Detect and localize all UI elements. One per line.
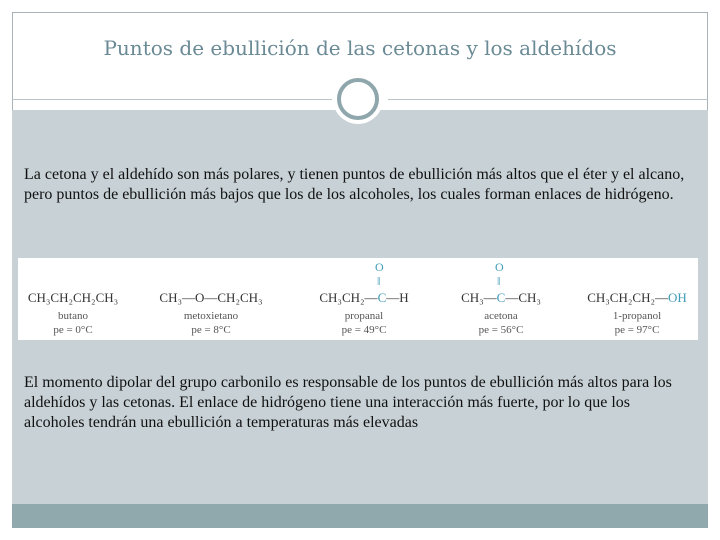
footer-bar (12, 504, 708, 528)
molecule-formula: CH₃—C—CH₃ (461, 290, 541, 305)
molecule-metoxietano (146, 258, 276, 340)
molecule-boiling-point: pe = 56°C (478, 324, 524, 336)
molecule-name: propanal (344, 310, 384, 322)
carbonyl-oxygen: O (375, 260, 384, 274)
divider-right (388, 99, 708, 100)
carbonyl-oxygen: O (495, 260, 504, 274)
molecule-formula: CH₃CH₂—C—H (319, 290, 409, 305)
molecule-boiling-point: pe = 97°C (614, 324, 660, 336)
molecule-comparison-strip (18, 258, 698, 340)
double-bond: ‖ (497, 274, 501, 288)
molecule-propanal (304, 258, 424, 340)
molecule-boiling-point: pe = 49°C (341, 324, 387, 336)
molecule-name: metoxietano (183, 310, 239, 322)
molecule-formula: CH₃—O—CH₂CH₃ (159, 290, 263, 305)
molecule-name: 1-propanol (612, 310, 662, 322)
molecule-boiling-point: pe = 8°C (191, 324, 231, 336)
molecule-butano (18, 258, 128, 340)
molecule-formula: CH₃CH₂CH₂—OH (587, 290, 687, 305)
divider-left (12, 99, 332, 100)
molecule-acetona (446, 258, 556, 340)
molecule-name: butano (58, 310, 88, 322)
molecule-name: acetona (484, 310, 518, 322)
molecule-boiling-point: pe = 0°C (53, 324, 93, 336)
paragraph-polarity: La cetona y el aldehído son más polares, y tienen puntos de ebullición más altos que el éter y el alcano, pero puntos de ebullición más bajos que los de los alcoholes, los cuales forman enlaces de hidrógeno. (24, 166, 685, 203)
molecule-formula: CH₃CH₂CH₂CH₃ (27, 290, 119, 305)
slide-title: Puntos de ebullición de las cetonas y los aldehídos (103, 36, 617, 60)
paragraph-dipole: El momento dipolar del grupo carbonilo es responsable de los puntos de ebullición más altos para los aldehídos y las cetonas. El enlace de hidrógeno tiene una interacción más fuerte, por lo que los alcoholes tendrán una ebullición a temperaturas más elevadas (24, 374, 672, 431)
double-bond: ‖ (377, 274, 381, 288)
molecule-1-propanol (576, 258, 698, 340)
decorative-circle-icon (337, 78, 379, 120)
